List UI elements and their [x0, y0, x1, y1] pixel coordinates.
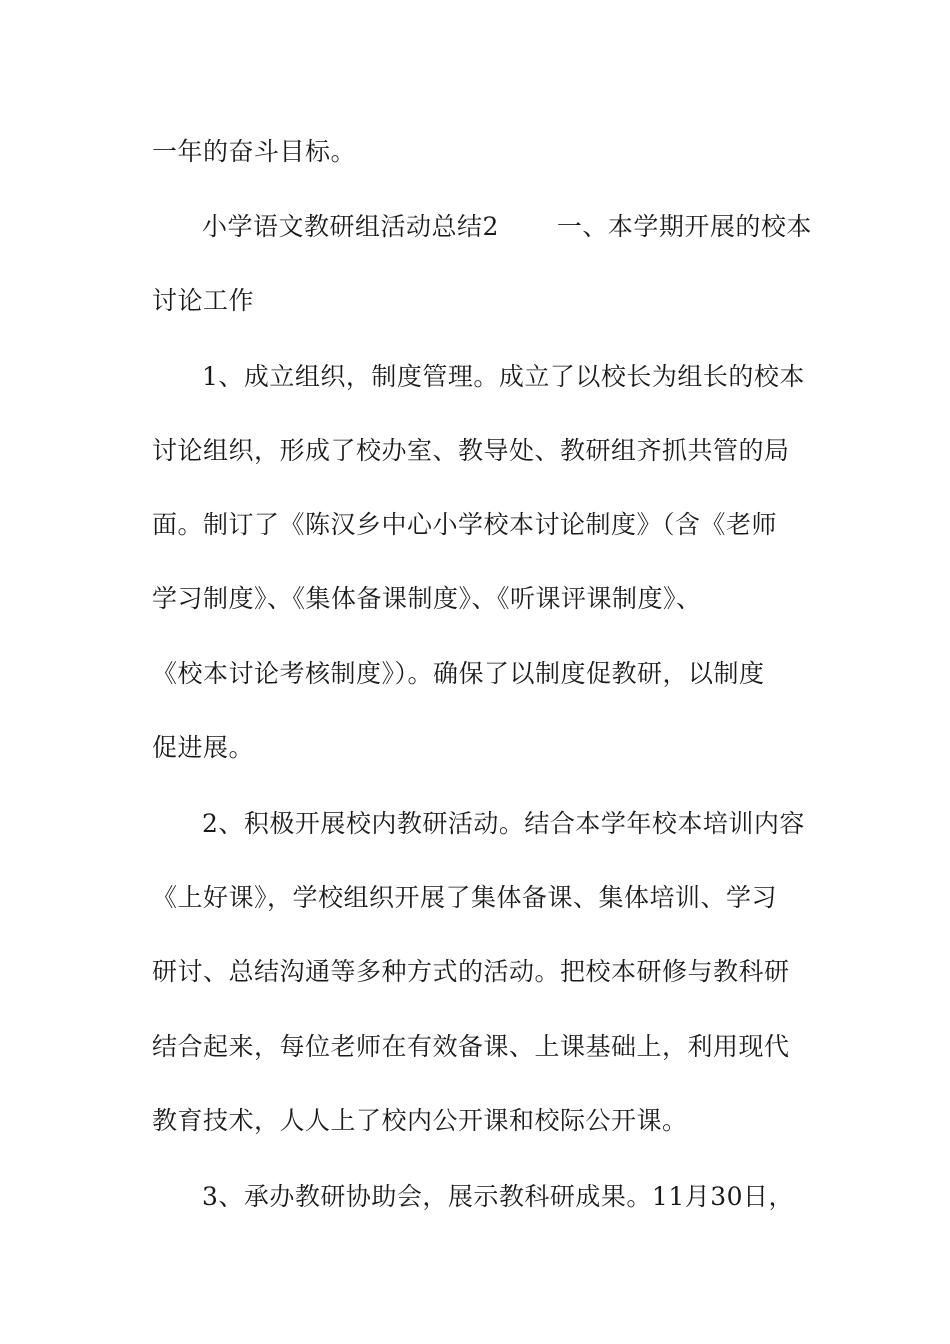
text-line: 促进展。	[152, 733, 255, 762]
text-line: 《上好课》，学校组织开展了集体备课、集体培训、学习	[152, 883, 778, 912]
text-line: 讨论组织，形成了校办室、教导处、教研组齐抓共管的局	[152, 436, 790, 465]
text-line: 1、成立组织，制度管理。成立了以校长为组长的校本	[202, 362, 805, 391]
text-line: 一年的奋斗目标。	[152, 137, 357, 166]
text-line: 2、积极开展校内教研活动。结合本学年校本培训内容	[202, 809, 805, 838]
text-line: 《校本讨论考核制度》）。确保了以制度促教研，以制度	[152, 659, 765, 688]
text-line: 教育技术，人人上了校内公开课和校际公开课。	[152, 1106, 688, 1135]
text-line: 3、承办教研协助会，展示教科研成果。11月30日，	[202, 1182, 795, 1211]
text-line: 讨论工作	[152, 286, 255, 315]
text-line: 学习制度》、《集体备课制度》、《听课评课制度》、	[152, 584, 702, 613]
text-line: 面。制订了《陈汉乡中心小学校本讨论制度》（含《老师	[152, 510, 778, 539]
text-line: 研讨、总结沟通等多种方式的活动。把校本研修与教科研	[152, 957, 790, 986]
section-heading	[202, 211, 812, 243]
heading-title: 小学语文教研组活动总结2	[202, 212, 499, 241]
text-line: 结合起来，每位老师在有效备课、上课基础上，利用现代	[152, 1032, 790, 1061]
heading-subtitle: 一、本学期开展的校本	[556, 212, 812, 241]
